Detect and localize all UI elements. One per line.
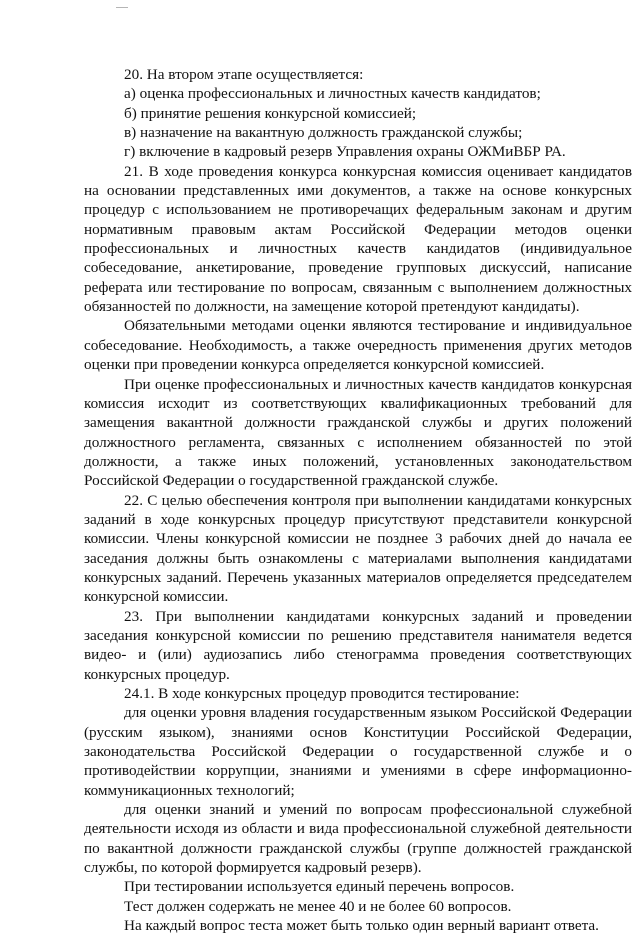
document-page	[84, 65, 632, 935]
paragraph-21: 21. В ходе проведения конкурса конкурсная комиссия оценивает кандидатов на основании представленных ими документов, а также на основе конкурсных процедур с использованием не противоречащих федеральным законам и другим нормативным правовым актам Российской Федерации методов оценки профессиональных и личностных качеств кандидатов (индивидуальное собеседование, анкетирование, проведение групповых дискуссий, написание реферата или тестирование по вопросам, связанным с выполнением должностных обязанностей по должности, на замещение которой претендуют кандидаты).	[84, 162, 632, 316]
paragraph-24-1: 24.1. В ходе конкурсных процедур проводится тестирование:	[124, 685, 520, 702]
paragraph-testing-language: для оценки уровня владения государственным языком Российской Федерации (русским языком), знаниями основ Конституции Российской Федерации, законодательства Российской Федерации о государственной службе и о противодействии коррупции, знаниями и умениями в сфере информационно-коммуникационных технологий;	[84, 704, 632, 799]
paragraph-23: 23. При выполнении кандидатами конкурсных заданий и проведении заседания конкурсной комиссии по решению представителя нанимателя ведется видео- и (или) аудиозапись либо стенограмма проведения соответствующих конкурсных процедур.	[84, 607, 632, 683]
paragraph-22: 22. С целью обеспечения контроля при выполнении кандидатами конкурсных заданий в ходе конкурсных процедур присутствуют представители конкурсной комиссии. Члены конкурсной комиссии не позднее 3 рабочих дней до начала ее заседания должны быть ознакомлены с материалами выполнения кандидатами конкурсных заданий. Перечень указанных материалов определяется председателем конкурсной комиссии.	[84, 491, 632, 606]
paragraph-20-heading: 20. На втором этапе осуществляется:	[124, 66, 364, 83]
paragraph-20-item-b: б) принятие решения конкурсной комиссией;	[124, 104, 417, 122]
paragraph-20-item-g: г) включение в кадровый резерв Управления охраны ОЖМиВБР РА.	[124, 143, 566, 161]
paragraph-20-item-v: в) назначение на вакантную должность гражданской службы;	[124, 124, 523, 142]
paragraph-20-item-a: а) оценка профессиональных и личностных качеств кандидатов;	[124, 85, 541, 103]
paragraph-testing-professional: для оценки знаний и умений по вопросам профессиональной служебной деятельности исходя из области и вида профессиональной служебной деятельности по вакантной должности гражданской службы (группе должностей гражданской службы, по которой формируется кадровый резерв).	[84, 801, 632, 877]
paragraph-mandatory-methods: Обязательными методами оценки являются тестирование и индивидуальное собеседование. Необходимость, а также очередность применения других методов оценки при проведении конкурса определяется конкурсной комиссией.	[84, 317, 632, 374]
paragraph-assessment-basis: При оценке профессиональных и личностных качеств кандидатов конкурсная комиссия исходит из соответствующих квалификационных требований для замещения вакантной должности гражданской службы и других положений должностного регламента, связанных с исполнением обязанностей по этой должности, а также иных положений, установленных законодательством Российской Федерации о государственной гражданской службе.	[84, 375, 632, 490]
scan-artifact	[116, 7, 128, 8]
paragraph-question-list: При тестировании используется единый перечень вопросов.	[124, 878, 515, 896]
paragraph-single-answer: На каждый вопрос теста может быть только один верный вариант ответа.	[124, 917, 599, 935]
paragraph-question-count: Тест должен содержать не менее 40 и не более 60 вопросов.	[124, 897, 512, 915]
